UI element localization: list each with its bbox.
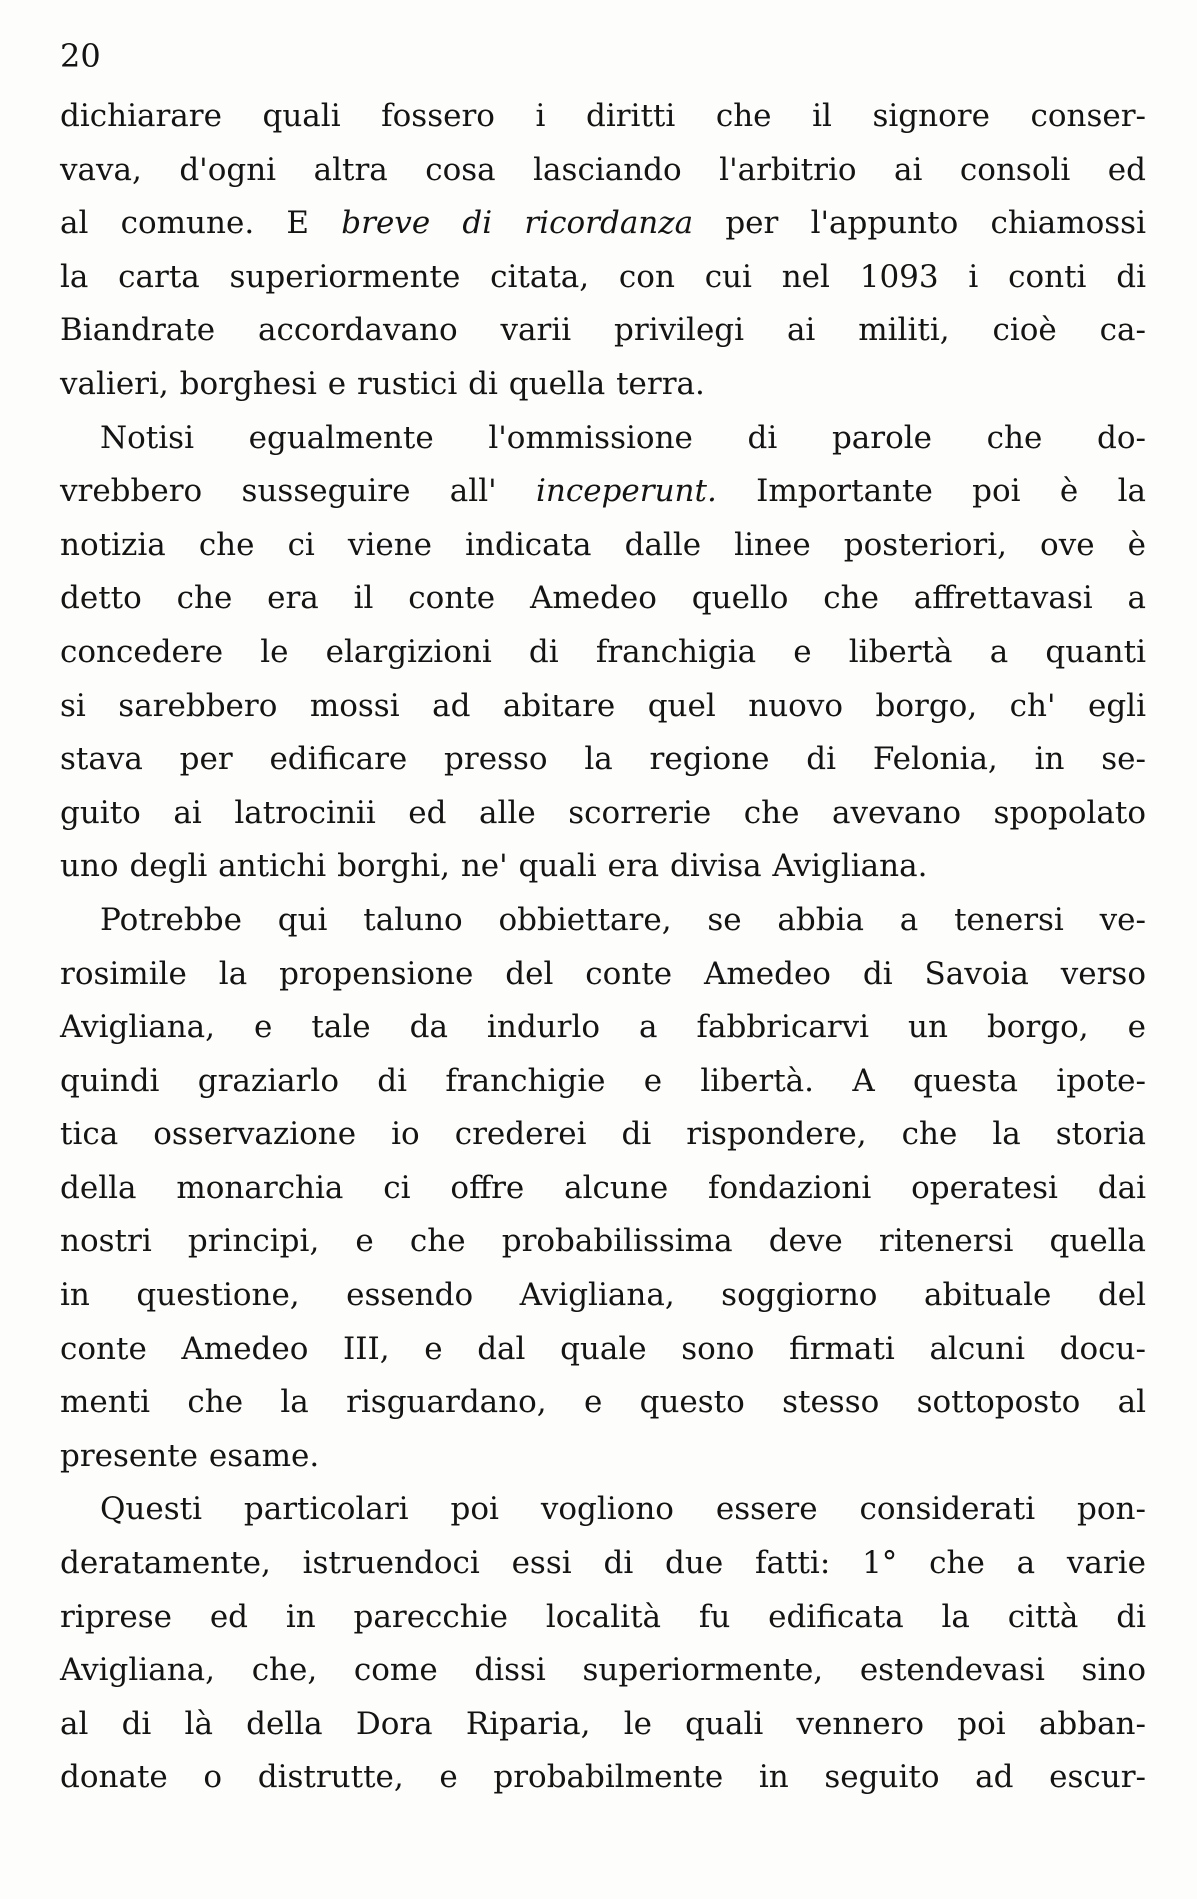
page-number: 20 xyxy=(60,37,101,75)
paragraph xyxy=(60,1483,1146,1805)
text-line: riprese ed in parecchie località fu edificata la città di xyxy=(60,1598,1146,1635)
text-line: Biandrate accordavano varii privilegi ai militi, cioè ca- xyxy=(60,312,1146,349)
text-line: conte Amedeo III, e dal quale sono firmati alcuni docu- xyxy=(60,1330,1146,1367)
text-line xyxy=(60,465,1146,519)
text-segment: Importante poi è la xyxy=(716,473,1146,510)
text-line: quindi graziarlo di franchigie e libertà. A questa ipote- xyxy=(60,1062,1146,1099)
text-line: donate o distrutte, e probabilmente in seguito ad escur- xyxy=(60,1759,1146,1796)
text-line: nostri principi, e che probabilissima deve ritenersi quella xyxy=(60,1223,1146,1260)
text-line: notizia che ci viene indicata dalle linee posteriori, ove è xyxy=(60,526,1146,563)
text-line: dichiarare quali fossero i diritti che il signore conser- xyxy=(60,98,1146,134)
italic-phrase: inceperunt. xyxy=(535,473,717,510)
text-line: menti che la risguardano, e questo stesso sottoposto al xyxy=(60,1384,1146,1421)
paragraph xyxy=(60,894,1146,1484)
text-segment: per l'appunto chiamossi xyxy=(693,205,1146,242)
paragraph xyxy=(60,412,1146,894)
text-line: valieri, borghesi e rustici di quella terra. xyxy=(60,365,705,402)
text-line: al di là della Dora Riparia, le quali vennero poi abban- xyxy=(60,1705,1146,1742)
text-line: rosimile la propensione del conte Amedeo di Savoia verso xyxy=(60,955,1146,992)
text-line xyxy=(60,197,1146,251)
paragraph xyxy=(60,90,1146,412)
text-line: detto che era il conte Amedeo quello che affrettavasi a xyxy=(60,580,1146,617)
text-segment: vrebbero susseguire all' xyxy=(60,473,536,510)
text-line: Potrebbe qui taluno obbiettare, se abbia a tenersi ve- xyxy=(100,901,1146,938)
text-line: concedere le elargizioni di franchigia e libertà a quanti xyxy=(60,633,1146,670)
text-line: Avigliana, e tale da indurlo a fabbricarvi un borgo, e xyxy=(60,1009,1146,1046)
italic-phrase: breve di ricordanza xyxy=(341,205,694,242)
text-line: stava per edificare presso la regione di Felonia, in se- xyxy=(60,741,1146,778)
text-line: Avigliana, che, come dissi superiormente, estendevasi sino xyxy=(60,1652,1146,1689)
text-line: guito ai latrocinii ed alle scorrerie che avevano spopolato xyxy=(60,794,1146,831)
text-line: in questione, essendo Avigliana, soggiorno abituale del xyxy=(60,1277,1146,1314)
text-segment: al comune. E xyxy=(60,205,342,242)
text-line: tica osservazione io crederei di rispondere, che la storia xyxy=(60,1116,1146,1153)
text-line: presente esame. xyxy=(60,1437,320,1474)
text-line: della monarchia ci offre alcune fondazioni operatesi dai xyxy=(60,1169,1146,1206)
text-line: Notisi egualmente l'ommissione di parole che do- xyxy=(100,419,1146,456)
text-line: uno degli antichi borghi, ne' quali era divisa Avigliana. xyxy=(60,848,928,885)
text-line: vava, d'ogni altra cosa lasciando l'arbitrio ai consoli ed xyxy=(60,151,1146,188)
body-text xyxy=(60,90,1146,1805)
text-line: deratamente, istruendoci essi di due fatti: 1° che a varie xyxy=(60,1545,1146,1582)
text-line: si sarebbero mossi ad abitare quel nuovo borgo, ch' egli xyxy=(60,687,1146,724)
text-line: la carta superiormente citata, con cui nel 1093 i conti di xyxy=(60,258,1146,295)
text-line: Questi particolari poi vogliono essere considerati pon- xyxy=(100,1491,1146,1528)
